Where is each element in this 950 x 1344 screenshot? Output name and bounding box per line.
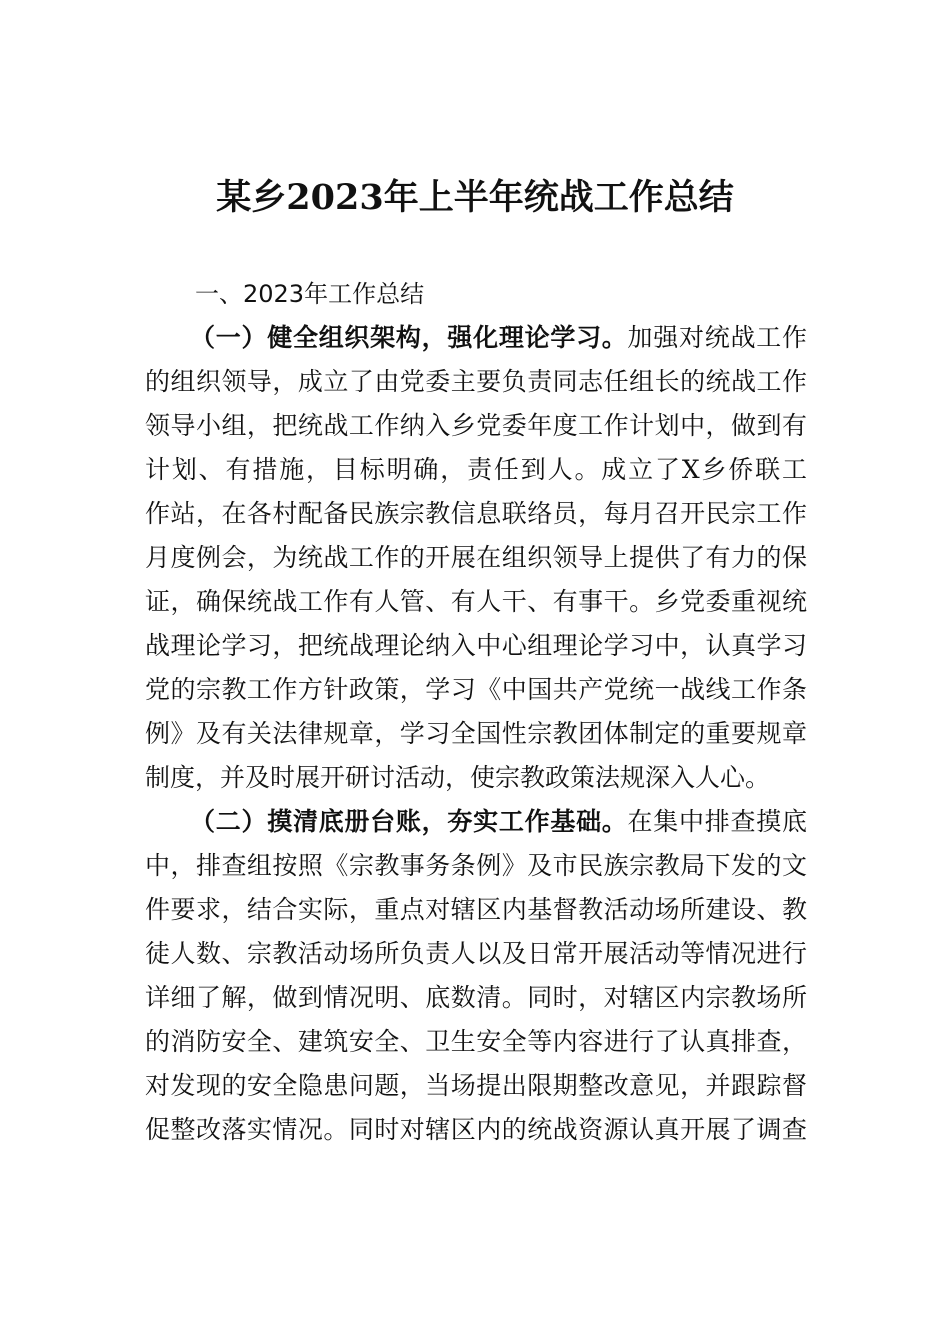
paragraph-line-text: 对发现的安全隐患问题，当场提出限期整改意见，并跟踪督: [145, 1071, 807, 1100]
paragraph-line: [145, 932, 807, 976]
paragraph-line-text: 的组织领导，成立了由党委主要负责同志任组长的统战工作: [145, 367, 807, 396]
paragraph-lead: （一）健全组织架构，强化理论学习。: [190, 323, 628, 352]
paragraph-line-text: 证，确保统战工作有人管、有人干、有事干。乡党委重视统: [145, 587, 807, 616]
paragraph-line-text: 作站，在各村配备民族宗教信息联络员，每月召开民宗工作: [145, 499, 807, 528]
paragraph-line-text: 在集中排查摸底: [627, 807, 807, 836]
paragraph-line: [145, 1020, 807, 1064]
paragraph-line: [145, 404, 807, 448]
paragraph-line: [145, 1064, 807, 1108]
paragraph-line-text: 的消防安全、建筑安全、卫生安全等内容进行了认真排查，: [145, 1027, 807, 1056]
paragraph-line: [145, 360, 807, 404]
paragraph-line: [145, 756, 807, 800]
paragraph-line-text: 党的宗教工作方针政策，学习《中国共产党统一战线工作条: [145, 675, 807, 704]
paragraph-line-text: 月度例会，为统战工作的开展在组织领导上提供了有力的保: [145, 543, 807, 572]
paragraph-line: [145, 580, 807, 624]
paragraph-line-text: 制度，并及时展开研讨活动，使宗教政策法规深入人心。: [145, 763, 771, 792]
document-title: 某乡2023年上半年统战工作总结: [216, 177, 734, 218]
paragraph-line: [145, 976, 807, 1020]
paragraph-line-text: 件要求，结合实际，重点对辖区内基督教活动场所建设、教: [145, 895, 807, 924]
paragraph-line-text: 中，排查组按照《宗教事务条例》及市民族宗教局下发的文: [145, 851, 807, 880]
paragraph-line: [145, 624, 807, 668]
paragraph-line-text: 加强对统战工作: [627, 323, 807, 352]
paragraph-line: [145, 668, 807, 712]
paragraph-line-text: 例》及有关法律规章，学习全国性宗教团体制定的重要规章: [145, 719, 807, 748]
paragraph-line-text: 计划、有措施，目标明确，责任到人。成立了X乡侨联工: [145, 455, 807, 484]
paragraph-lead: （二）摸清底册台账，夯实工作基础。: [190, 807, 628, 836]
paragraph-line: [145, 888, 807, 932]
paragraph-line: [145, 448, 807, 492]
paragraph-line-text: 徒人数、宗教活动场所负责人以及日常开展活动等情况进行: [145, 939, 807, 968]
paragraph-line: [145, 492, 807, 536]
paragraph-first-line: [190, 800, 807, 844]
paragraph-line: [145, 1108, 807, 1152]
paragraph-line-text: 领导小组，把统战工作纳入乡党委年度工作计划中，做到有: [145, 411, 807, 440]
paragraph-line: [145, 844, 807, 888]
section-heading: 一、2023年工作总结: [195, 280, 425, 308]
paragraph-line: [145, 536, 807, 580]
paragraph-first-line: [190, 316, 807, 360]
paragraph-line-text: 促整改落实情况。同时对辖区内的统战资源认真开展了调查: [145, 1115, 807, 1144]
paragraph-line-text: 战理论学习，把统战理论纳入中心组理论学习中，认真学习: [145, 631, 807, 660]
paragraph-line-text: 详细了解，做到情况明、底数清。同时，对辖区内宗教场所: [145, 983, 807, 1012]
paragraph-line: [145, 712, 807, 756]
